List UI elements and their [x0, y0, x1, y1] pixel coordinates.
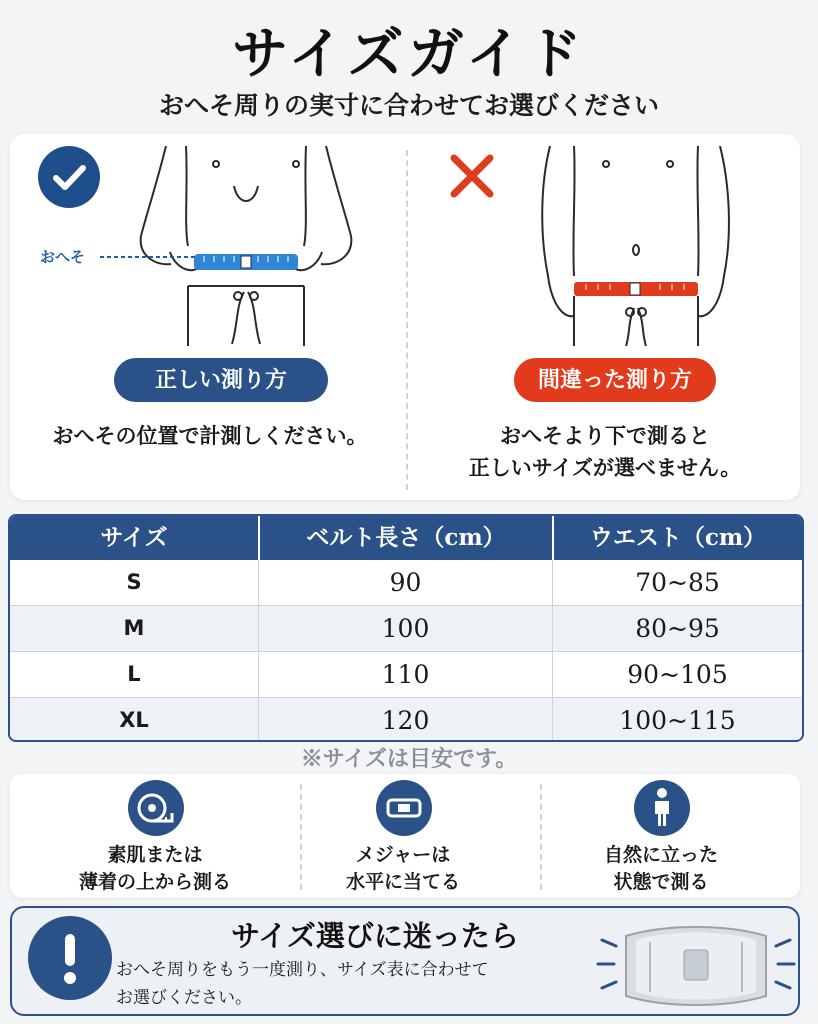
wrong-method-badge: 間違った測り方: [514, 358, 716, 402]
cell-belt: 100: [258, 606, 552, 651]
table-row: [10, 560, 802, 606]
wrong-caption-line2: 正しいサイズが選べません。: [468, 455, 742, 480]
cell-belt: 110: [258, 652, 552, 697]
tip-line: メジャーは: [355, 844, 451, 866]
cross-icon: [446, 150, 498, 202]
tip-line: 状態で測る: [613, 871, 709, 893]
wrong-caption: [410, 420, 800, 484]
tape-measure-icon: [128, 780, 184, 836]
size-table: [8, 514, 804, 742]
exclamation-icon: [28, 916, 112, 1000]
comparison-divider: [406, 150, 408, 490]
tip-text: [278, 842, 528, 896]
help-title: サイズ選びに迷ったら: [231, 919, 519, 953]
cell-waist: 80~95: [552, 606, 802, 651]
tip-text: [536, 842, 786, 896]
standing-person-icon: [634, 780, 690, 836]
wrong-caption-line1: おへそより下で測ると: [500, 423, 710, 448]
tip-line: 薄着の上から測る: [78, 871, 231, 893]
table-row: [10, 652, 802, 698]
tip-line: 自然に立った: [603, 844, 718, 866]
page-title: サイズガイド: [232, 21, 586, 87]
cell-size: M: [123, 616, 145, 640]
cell-size: XL: [119, 708, 149, 732]
navel-guide-line: [100, 254, 196, 260]
navel-label: おへそ: [40, 248, 86, 266]
header-belt-length: ベルト長さ（cm）: [258, 516, 552, 560]
size-note: ※サイズは目安です。: [300, 746, 518, 772]
help-body-line1: おへそ周りをもう一度測り、サイズ表に合わせて: [116, 960, 489, 980]
help-body: [116, 956, 616, 1012]
cell-size: S: [126, 570, 142, 594]
waist-belt-image: [596, 918, 796, 1018]
wrong-measuring-illustration: [540, 146, 740, 350]
check-icon: [38, 146, 100, 208]
measuring-tape-level-icon: [376, 780, 432, 836]
header-waist: ウエスト（cm）: [552, 516, 802, 560]
cell-belt: 90: [258, 560, 552, 605]
tip-text: [30, 842, 280, 896]
tip-line: 素肌または: [107, 844, 203, 866]
cell-waist: 100~115: [552, 698, 802, 742]
correct-method-badge: 正しい測り方: [114, 358, 328, 402]
cell-waist: 70~85: [552, 560, 802, 605]
help-body-line2: お選びください。: [116, 988, 252, 1008]
page-subtitle: おへそ周りの実寸に合わせてお選びください: [158, 91, 659, 120]
correct-caption: おへその位置で計測しください。: [52, 423, 368, 448]
table-row: [10, 606, 802, 652]
cell-size: L: [127, 662, 141, 686]
correct-measuring-illustration: [126, 146, 366, 350]
table-header-row: [10, 516, 802, 560]
cell-belt: 120: [258, 698, 552, 742]
table-row: [10, 698, 802, 742]
cell-waist: 90~105: [552, 652, 802, 697]
tip-line: 水平に当てる: [345, 871, 460, 893]
header-size: サイズ: [100, 524, 168, 551]
